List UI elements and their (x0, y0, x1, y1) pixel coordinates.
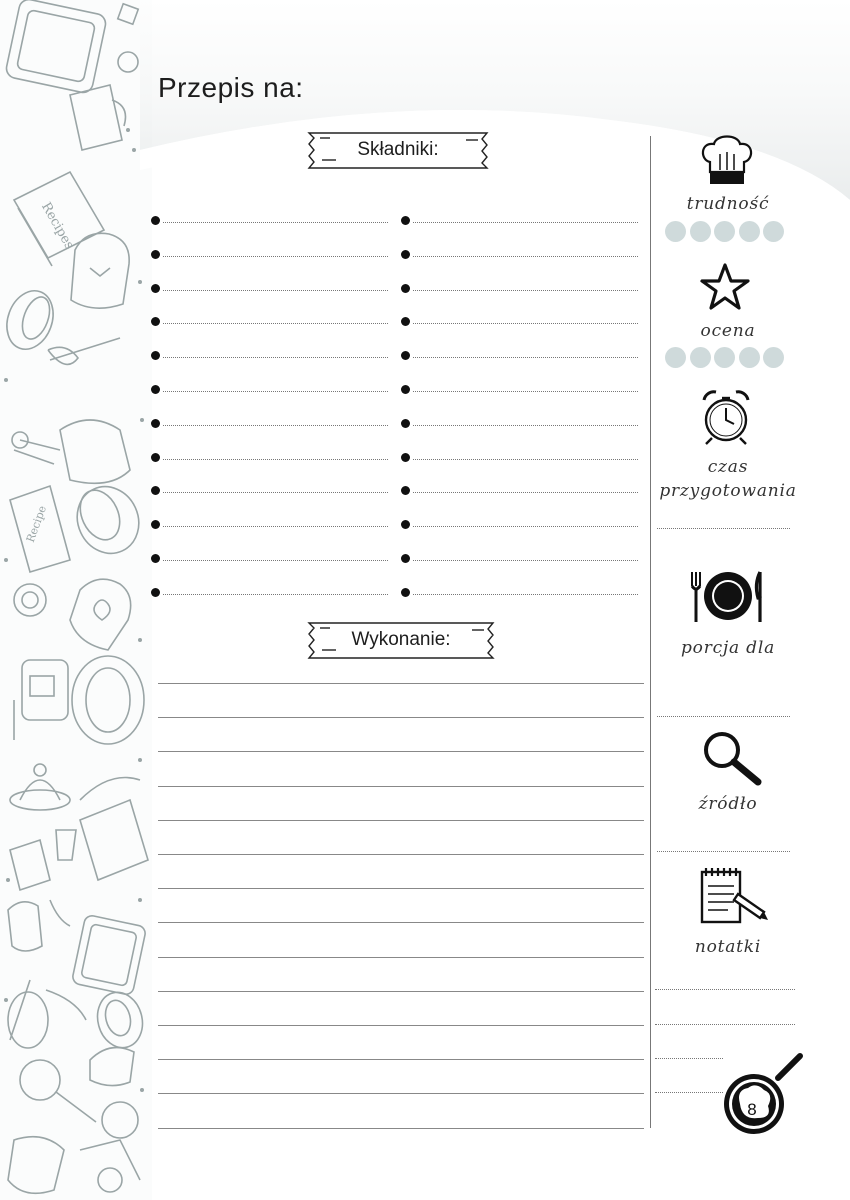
ingredient-row[interactable] (401, 317, 638, 329)
kitchen-doodle-border (0, 0, 152, 1200)
ingredient-row[interactable] (151, 453, 388, 465)
ingredient-row[interactable] (151, 216, 388, 228)
alarm-clock-icon (696, 386, 756, 448)
ingredient-line (413, 290, 638, 291)
ingredient-row[interactable] (151, 588, 388, 600)
method-heading: Wykonanie: (351, 629, 451, 650)
ingredient-line (413, 560, 638, 561)
rating-circle[interactable] (665, 221, 686, 242)
bullet-dot (401, 588, 410, 597)
portion-field[interactable] (657, 716, 790, 717)
notes-field-2[interactable] (655, 1024, 795, 1025)
ingredient-line (163, 357, 388, 358)
ingredient-line (163, 256, 388, 257)
method-banner (306, 620, 496, 660)
method-line[interactable] (158, 751, 644, 752)
bullet-dot (401, 284, 410, 293)
method-line[interactable] (158, 786, 644, 787)
bullet-dot (401, 486, 410, 495)
bullet-dot (401, 554, 410, 563)
bullet-dot (401, 216, 410, 225)
notes-label: notatki (694, 937, 762, 957)
bullet-dot (401, 453, 410, 462)
ingredient-line (413, 425, 638, 426)
ingredient-row[interactable] (401, 351, 638, 363)
prep-time-label-1: czas (707, 457, 749, 477)
ingredients-heading: Składniki: (357, 139, 439, 160)
ingredient-row[interactable] (151, 351, 388, 363)
bullet-dot (151, 419, 160, 428)
ingredient-row[interactable] (401, 486, 638, 498)
method-line[interactable] (158, 717, 644, 718)
notes-field-4[interactable] (655, 1092, 723, 1093)
ingredient-row[interactable] (401, 385, 638, 397)
ingredient-line (163, 222, 388, 223)
ingredient-row[interactable] (151, 284, 388, 296)
rating-circle[interactable] (763, 347, 784, 368)
chef-hat-icon (700, 132, 754, 188)
ingredient-row[interactable] (151, 250, 388, 262)
ingredient-line (163, 560, 388, 561)
method-line[interactable] (158, 1059, 644, 1060)
plate-cutlery-icon (690, 568, 766, 624)
rating-circle[interactable] (739, 221, 760, 242)
portion-label: porcja dla (680, 638, 776, 658)
method-line[interactable] (158, 1093, 644, 1094)
rating-circle[interactable] (714, 221, 735, 242)
star-icon (699, 262, 751, 312)
ingredient-line (413, 323, 638, 324)
ingredient-row[interactable] (151, 520, 388, 532)
source-field[interactable] (657, 851, 790, 852)
rating-circle[interactable] (763, 221, 784, 242)
bullet-dot (401, 250, 410, 259)
notepad-icon (698, 864, 770, 928)
bullet-dot (401, 419, 410, 428)
rating-stars[interactable] (665, 347, 790, 369)
svg-text:Recipe: Recipe (23, 503, 50, 545)
ingredient-line (413, 357, 638, 358)
ingredient-row[interactable] (401, 419, 638, 431)
ingredient-line (163, 323, 388, 324)
method-line[interactable] (158, 888, 644, 889)
bullet-dot (151, 284, 160, 293)
bullet-dot (401, 351, 410, 360)
rating-circle[interactable] (690, 221, 711, 242)
bullet-dot (401, 520, 410, 529)
bullet-dot (151, 317, 160, 326)
method-line[interactable] (158, 991, 644, 992)
ingredient-row[interactable] (401, 520, 638, 532)
ingredient-line (413, 256, 638, 257)
ingredient-line (413, 594, 638, 595)
bullet-dot (151, 486, 160, 495)
bullet-dot (151, 250, 160, 259)
ingredient-row[interactable] (151, 385, 388, 397)
method-line[interactable] (158, 820, 644, 821)
ingredient-line (163, 391, 388, 392)
method-line[interactable] (158, 922, 644, 923)
ingredient-line (413, 222, 638, 223)
magnifier-icon (700, 730, 764, 786)
source-label: źródło (698, 794, 758, 814)
difficulty-label: trudność (686, 194, 770, 214)
rating-circle[interactable] (690, 347, 711, 368)
prep-time-field[interactable] (657, 528, 790, 529)
difficulty-rating[interactable] (665, 221, 790, 243)
ingredient-line (163, 290, 388, 291)
ingredients-banner (306, 130, 490, 170)
rating-label: ocena (700, 321, 756, 341)
ingredient-row[interactable] (401, 588, 638, 600)
ingredient-line (413, 492, 638, 493)
ingredient-row[interactable] (401, 216, 638, 228)
ingredient-row[interactable] (151, 486, 388, 498)
notes-field-1[interactable] (655, 989, 795, 990)
ingredient-line (163, 492, 388, 493)
bullet-dot (151, 385, 160, 394)
ingredient-line (163, 425, 388, 426)
rating-circle[interactable] (665, 347, 686, 368)
rating-circle[interactable] (739, 347, 760, 368)
recipe-title: Przepis na: (158, 72, 304, 103)
method-line[interactable] (158, 683, 644, 684)
ingredient-line (413, 391, 638, 392)
ingredient-row[interactable] (151, 419, 388, 431)
ingredient-line (163, 459, 388, 460)
ingredient-row[interactable] (151, 317, 388, 329)
bullet-dot (401, 385, 410, 394)
sidebar-divider (650, 136, 651, 1128)
method-line[interactable] (158, 1128, 644, 1129)
ingredient-row[interactable] (401, 554, 638, 566)
bullet-dot (151, 554, 160, 563)
bullet-dot (151, 520, 160, 529)
notes-field-3[interactable] (655, 1058, 723, 1059)
page-number: 8 (747, 1100, 757, 1119)
prep-time-label-2: przygotowania (659, 481, 797, 501)
bullet-dot (151, 351, 160, 360)
bullet-dot (151, 453, 160, 462)
ingredient-line (163, 526, 388, 527)
ingredient-line (413, 526, 638, 527)
bullet-dot (401, 317, 410, 326)
ingredient-line (413, 459, 638, 460)
svg-text:Recipes: Recipes (37, 200, 77, 253)
ingredient-row[interactable] (401, 250, 638, 262)
bullet-dot (151, 216, 160, 225)
method-line[interactable] (158, 957, 644, 958)
rating-circle[interactable] (714, 347, 735, 368)
bullet-dot (151, 588, 160, 597)
ingredient-row[interactable] (151, 554, 388, 566)
ingredient-row[interactable] (401, 453, 638, 465)
frying-pan-icon (720, 1052, 806, 1138)
method-line[interactable] (158, 1025, 644, 1026)
method-line[interactable] (158, 854, 644, 855)
ingredient-row[interactable] (401, 284, 638, 296)
ingredient-line (163, 594, 388, 595)
